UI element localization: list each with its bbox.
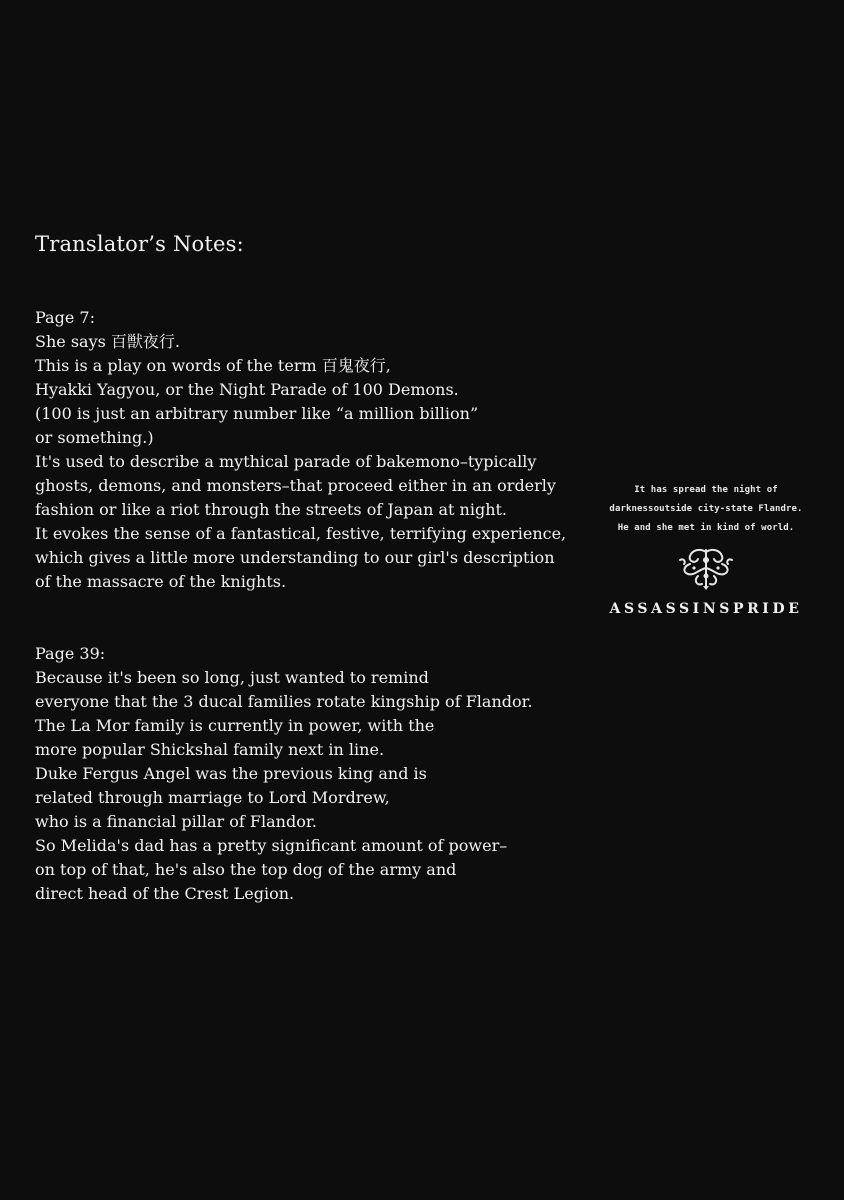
note-line: Because it's been so long, just wanted to remind <box>35 668 429 687</box>
note-line: everyone that the 3 ducal families rotate kingship of Flandor. <box>35 692 533 711</box>
ornate-crest-icon <box>676 546 736 590</box>
note-line: Duke Fergus Angel was the previous king and is <box>35 764 427 783</box>
note-line: of the massacre of the knights. <box>35 572 287 591</box>
note-line: related through marriage to Lord Mordrew, <box>35 788 390 807</box>
note-line: So Melida's dad has a pretty significant amount of power– <box>35 836 508 855</box>
note-line: (100 is just an arbitrary number like “a million billion” <box>35 404 479 423</box>
note-line: Hyakki Yagyou, or the Night Parade of 100 Demons. <box>35 380 459 399</box>
note-line: more popular Shickshal family next in line. <box>35 740 385 759</box>
note-line: It evokes the sense of a fantastical, festive, terrifying experience, <box>35 524 567 543</box>
note-page-7 <box>35 306 566 594</box>
note-line: direct head of the Crest Legion. <box>35 884 295 903</box>
note-line: Page 39: <box>35 644 106 663</box>
note-line: Page 7: <box>35 308 95 327</box>
note-line: ghosts, demons, and monsters–that proceed either in an orderly <box>35 476 556 495</box>
note-line: on top of that, he's also the top dog of the army and <box>35 860 457 879</box>
note-line: This is a play on words of the term 百鬼夜行, <box>35 356 391 375</box>
note-line: which gives a little more understanding to our girl's description <box>35 548 555 567</box>
note-line: She says 百獣夜行. <box>35 332 180 351</box>
logo-tagline-line: darknessoutside city-state Flandre. <box>609 504 803 514</box>
logo-brand-text: ASSASSINSPRIDE <box>609 601 803 617</box>
note-line: or something.) <box>35 428 154 447</box>
note-line: who is a financial pillar of Flandor. <box>35 812 317 831</box>
note-line: The La Mor family is currently in power, with the <box>35 716 435 735</box>
note-line: fashion or like a riot through the streets of Japan at night. <box>35 500 508 519</box>
note-line: It's used to describe a mythical parade of bakemono–typically <box>35 452 537 471</box>
logo-tagline-line: He and she met in kind of world. <box>617 523 795 533</box>
assassins-pride-logo <box>596 481 816 617</box>
logo-tagline-line: It has spread the night of <box>634 485 778 495</box>
page-title: Translator’s Notes: <box>35 232 244 256</box>
note-page-39 <box>35 642 533 906</box>
